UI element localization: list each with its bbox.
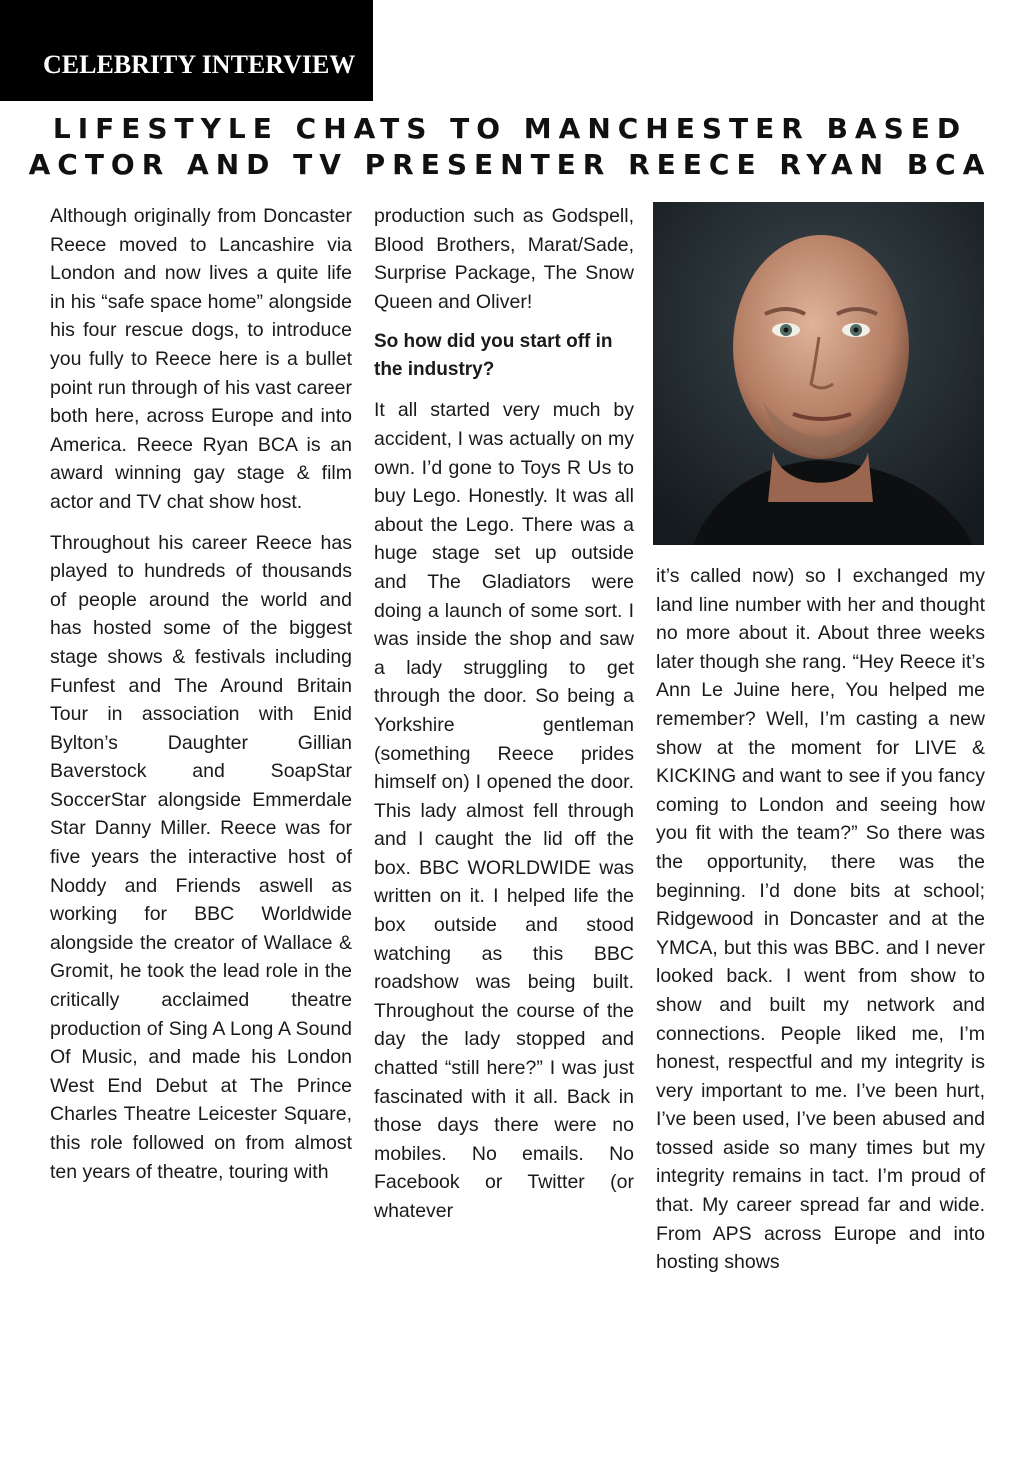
column3-paragraph-1: it’s called now) so I exchanged my land line number with her and thought no more about it. About three weeks later though she rang. “Hey Reece it’s Ann Le Juine here, You helped me remember? Well, I’m casting a new show at the moment for LIVE & KICKING and want to see if you fancy coming to London and seeing how you fit with the team?” So there was the opportunity, there was the beginning. I’d done bits at school; Ridgewood in Doncaster and at the YMCA, but this was BBC. and I never looked back. I went from show to show and built my network and connections. People liked me, I’m honest, respectful and my integrity is very important to me. I’ve been hurt, I’ve been used, I’ve been abused and tossed aside so many times but my integrity remains in tact. I’m proud of that. My career spread far and wide. From APS across Europe and into hosting shows: [656, 565, 985, 1274]
article-column-1: [50, 202, 352, 1198]
interview-question: So how did you start off in the industry?: [374, 331, 613, 381]
portrait-photo: [653, 202, 984, 545]
column1-paragraph-1: Although originally from Doncaster Reece moved to Lancashire via London and now lives a quite life in his “safe space home” alongside his four rescue dogs, to introduce you fully to Reece here is a bullet point run through of his vast career both here, across Europe and into America. Reece Ryan BCA is an award winning gay stage & film actor and TV chat show host.: [50, 205, 352, 513]
article-column-3: [656, 562, 985, 1289]
section-tag: [0, 0, 373, 101]
portrait-illustration: [653, 202, 984, 545]
article-column-2: [374, 202, 634, 1238]
column2-paragraph-2: It all started very much by accident, I was actually on my own. I’d gone to Toys R Us to buy Lego. Honestly. It was all about the Lego. There was a huge stage set up outside and The Gladiators were doing a launch of some sort. I was inside the shop and saw a lady struggling to get through the door. So being a Yorkshire gentleman (something Reece prides himself on) I opened the door. This lady almost fell through and I caught the lid off the box. BBC WORLDWIDE was written on it. I helped life the box outside and stood watching as this BBC roadshow was being built. Throughout the course of the day the lady stopped and chatted “still here?” I was just fascinated with it all. Back in those days there were no mobiles. No emails. No Facebook or Twitter (or whatever: [374, 399, 634, 1222]
column2-paragraph-1: production such as Godspell, Blood Brothers, Marat/Sade, Surprise Package, The Snow Queen and Oliver!: [374, 205, 634, 313]
headline-line-1: LIFESTYLE CHATS TO MANCHESTER BASED: [52, 112, 968, 145]
section-tag-label: CELEBRITY INTERVIEW: [43, 50, 356, 79]
column1-paragraph-2: Throughout his career Reece has played to hundreds of thousands of people around the world and has hosted some of the biggest stage shows & festivals including Funfest and The Around Britain Tour in association with Enid Bylton’s Daughter Gillian Baverstock and SoapStar SoccerStar alongside Emmerdale Star Danny Miller. Reece was for five years the interactive host of Noddy and Friends aswell as working for BBC Worldwide alongside the creator of Wallace & Gromit, he took the lead role in the critically acclaimed theatre production of Sing A Long A Sound Of Music, and made his London West End Debut at The Prince Charles Theatre Leicester Square, this role followed on from almost ten years of theatre, touring with: [50, 531, 352, 1183]
headline-line-2: ACTOR AND TV PRESENTER REECE RYAN BCA: [28, 148, 992, 181]
